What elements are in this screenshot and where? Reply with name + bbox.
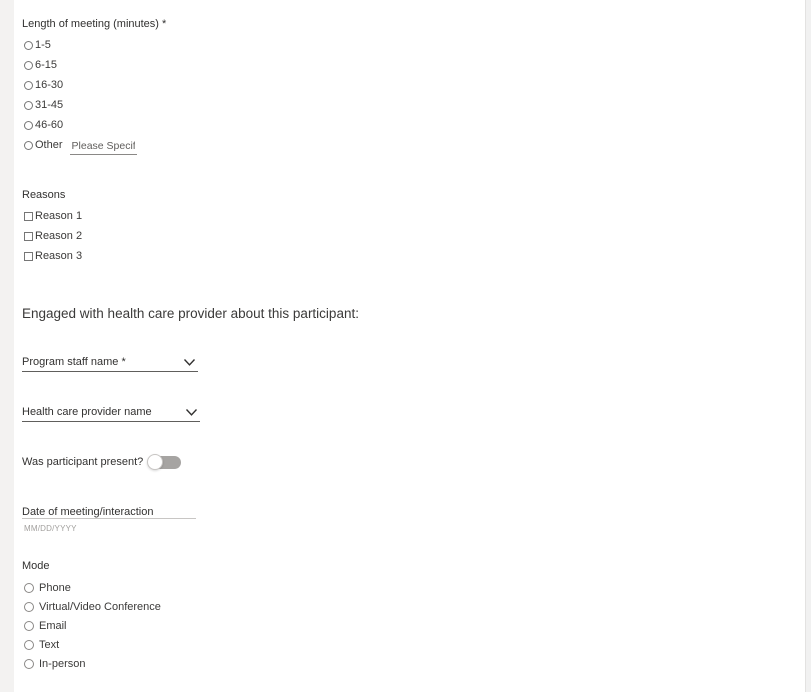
radio-option-in-person[interactable] bbox=[24, 657, 161, 670]
radio-option-text[interactable] bbox=[24, 638, 161, 651]
chevron-down-icon bbox=[185, 408, 198, 417]
mode-label: Mode bbox=[22, 560, 50, 572]
radio-icon[interactable] bbox=[24, 61, 33, 70]
radio-option-1-5[interactable] bbox=[24, 38, 137, 52]
checkbox-option-reason-3[interactable] bbox=[24, 249, 82, 263]
radio-option-label: 1-5 bbox=[35, 39, 51, 51]
toggle-knob-icon[interactable] bbox=[147, 454, 163, 470]
meeting-length-radio-group bbox=[24, 38, 137, 152]
left-gutter bbox=[0, 0, 14, 692]
checkbox-icon[interactable] bbox=[24, 252, 33, 261]
radio-icon[interactable] bbox=[24, 81, 33, 90]
radio-option-label: Phone bbox=[39, 581, 71, 594]
radio-option-label: 46-60 bbox=[35, 119, 64, 131]
scrollbar[interactable] bbox=[805, 0, 811, 692]
radio-option-label: 31-45 bbox=[35, 99, 64, 111]
dropdown-value: Health care provider name bbox=[22, 406, 152, 418]
checkbox-option-label: Reason 3 bbox=[35, 250, 83, 262]
program-staff-dropdown[interactable] bbox=[22, 353, 198, 372]
reasons-label: Reasons bbox=[22, 189, 66, 201]
checkbox-icon[interactable] bbox=[24, 212, 33, 221]
radio-icon[interactable] bbox=[24, 121, 33, 130]
health-care-provider-dropdown[interactable] bbox=[22, 403, 200, 422]
chevron-down-icon bbox=[183, 358, 196, 367]
checkbox-option-label: Reason 2 bbox=[35, 230, 83, 242]
meeting-length-label: Length of meeting (minutes) * bbox=[22, 18, 167, 30]
radio-option-label: In-person bbox=[39, 657, 86, 670]
radio-option-email[interactable] bbox=[24, 619, 161, 632]
radio-icon[interactable] bbox=[24, 583, 34, 593]
other-specify-input[interactable] bbox=[70, 140, 137, 155]
participant-present-row bbox=[22, 453, 181, 471]
date-format-hint: MM/DD/YYYY bbox=[24, 524, 77, 533]
radio-option-other[interactable] bbox=[24, 138, 137, 152]
radio-option-label: Text bbox=[39, 638, 60, 651]
reasons-checkbox-group bbox=[24, 209, 82, 263]
radio-option-label: Virtual/Video Conference bbox=[39, 600, 161, 613]
radio-icon[interactable] bbox=[24, 41, 33, 50]
checkbox-option-reason-1[interactable] bbox=[24, 209, 82, 223]
radio-option-16-30[interactable] bbox=[24, 78, 137, 92]
dropdown-value: Program staff name * bbox=[22, 356, 126, 368]
checkbox-option-label: Reason 1 bbox=[35, 210, 83, 222]
radio-icon[interactable] bbox=[24, 640, 34, 650]
radio-icon[interactable] bbox=[24, 141, 33, 150]
date-of-meeting-field[interactable] bbox=[22, 502, 196, 519]
engagement-heading: Engaged with health care provider about this participant: bbox=[22, 306, 359, 321]
checkbox-icon[interactable] bbox=[24, 232, 33, 241]
radio-option-phone[interactable] bbox=[24, 581, 161, 594]
radio-option-6-15[interactable] bbox=[24, 58, 137, 72]
radio-option-label: Other bbox=[35, 139, 63, 151]
radio-option-virtual-video-conference[interactable] bbox=[24, 600, 161, 613]
radio-option-label: Email bbox=[39, 619, 67, 632]
participant-present-label: Was participant present? bbox=[22, 455, 144, 468]
radio-option-label: 16-30 bbox=[35, 79, 64, 91]
radio-option-46-60[interactable] bbox=[24, 118, 137, 132]
radio-option-31-45[interactable] bbox=[24, 98, 137, 112]
radio-icon[interactable] bbox=[24, 621, 34, 631]
radio-icon[interactable] bbox=[24, 101, 33, 110]
radio-icon[interactable] bbox=[24, 659, 34, 669]
date-field-label: Date of meeting/interaction bbox=[22, 506, 154, 518]
radio-option-label: 6-15 bbox=[35, 59, 58, 71]
checkbox-option-reason-2[interactable] bbox=[24, 229, 82, 243]
mode-radio-group bbox=[24, 581, 161, 670]
participant-present-toggle[interactable] bbox=[147, 453, 181, 471]
radio-icon[interactable] bbox=[24, 602, 34, 612]
